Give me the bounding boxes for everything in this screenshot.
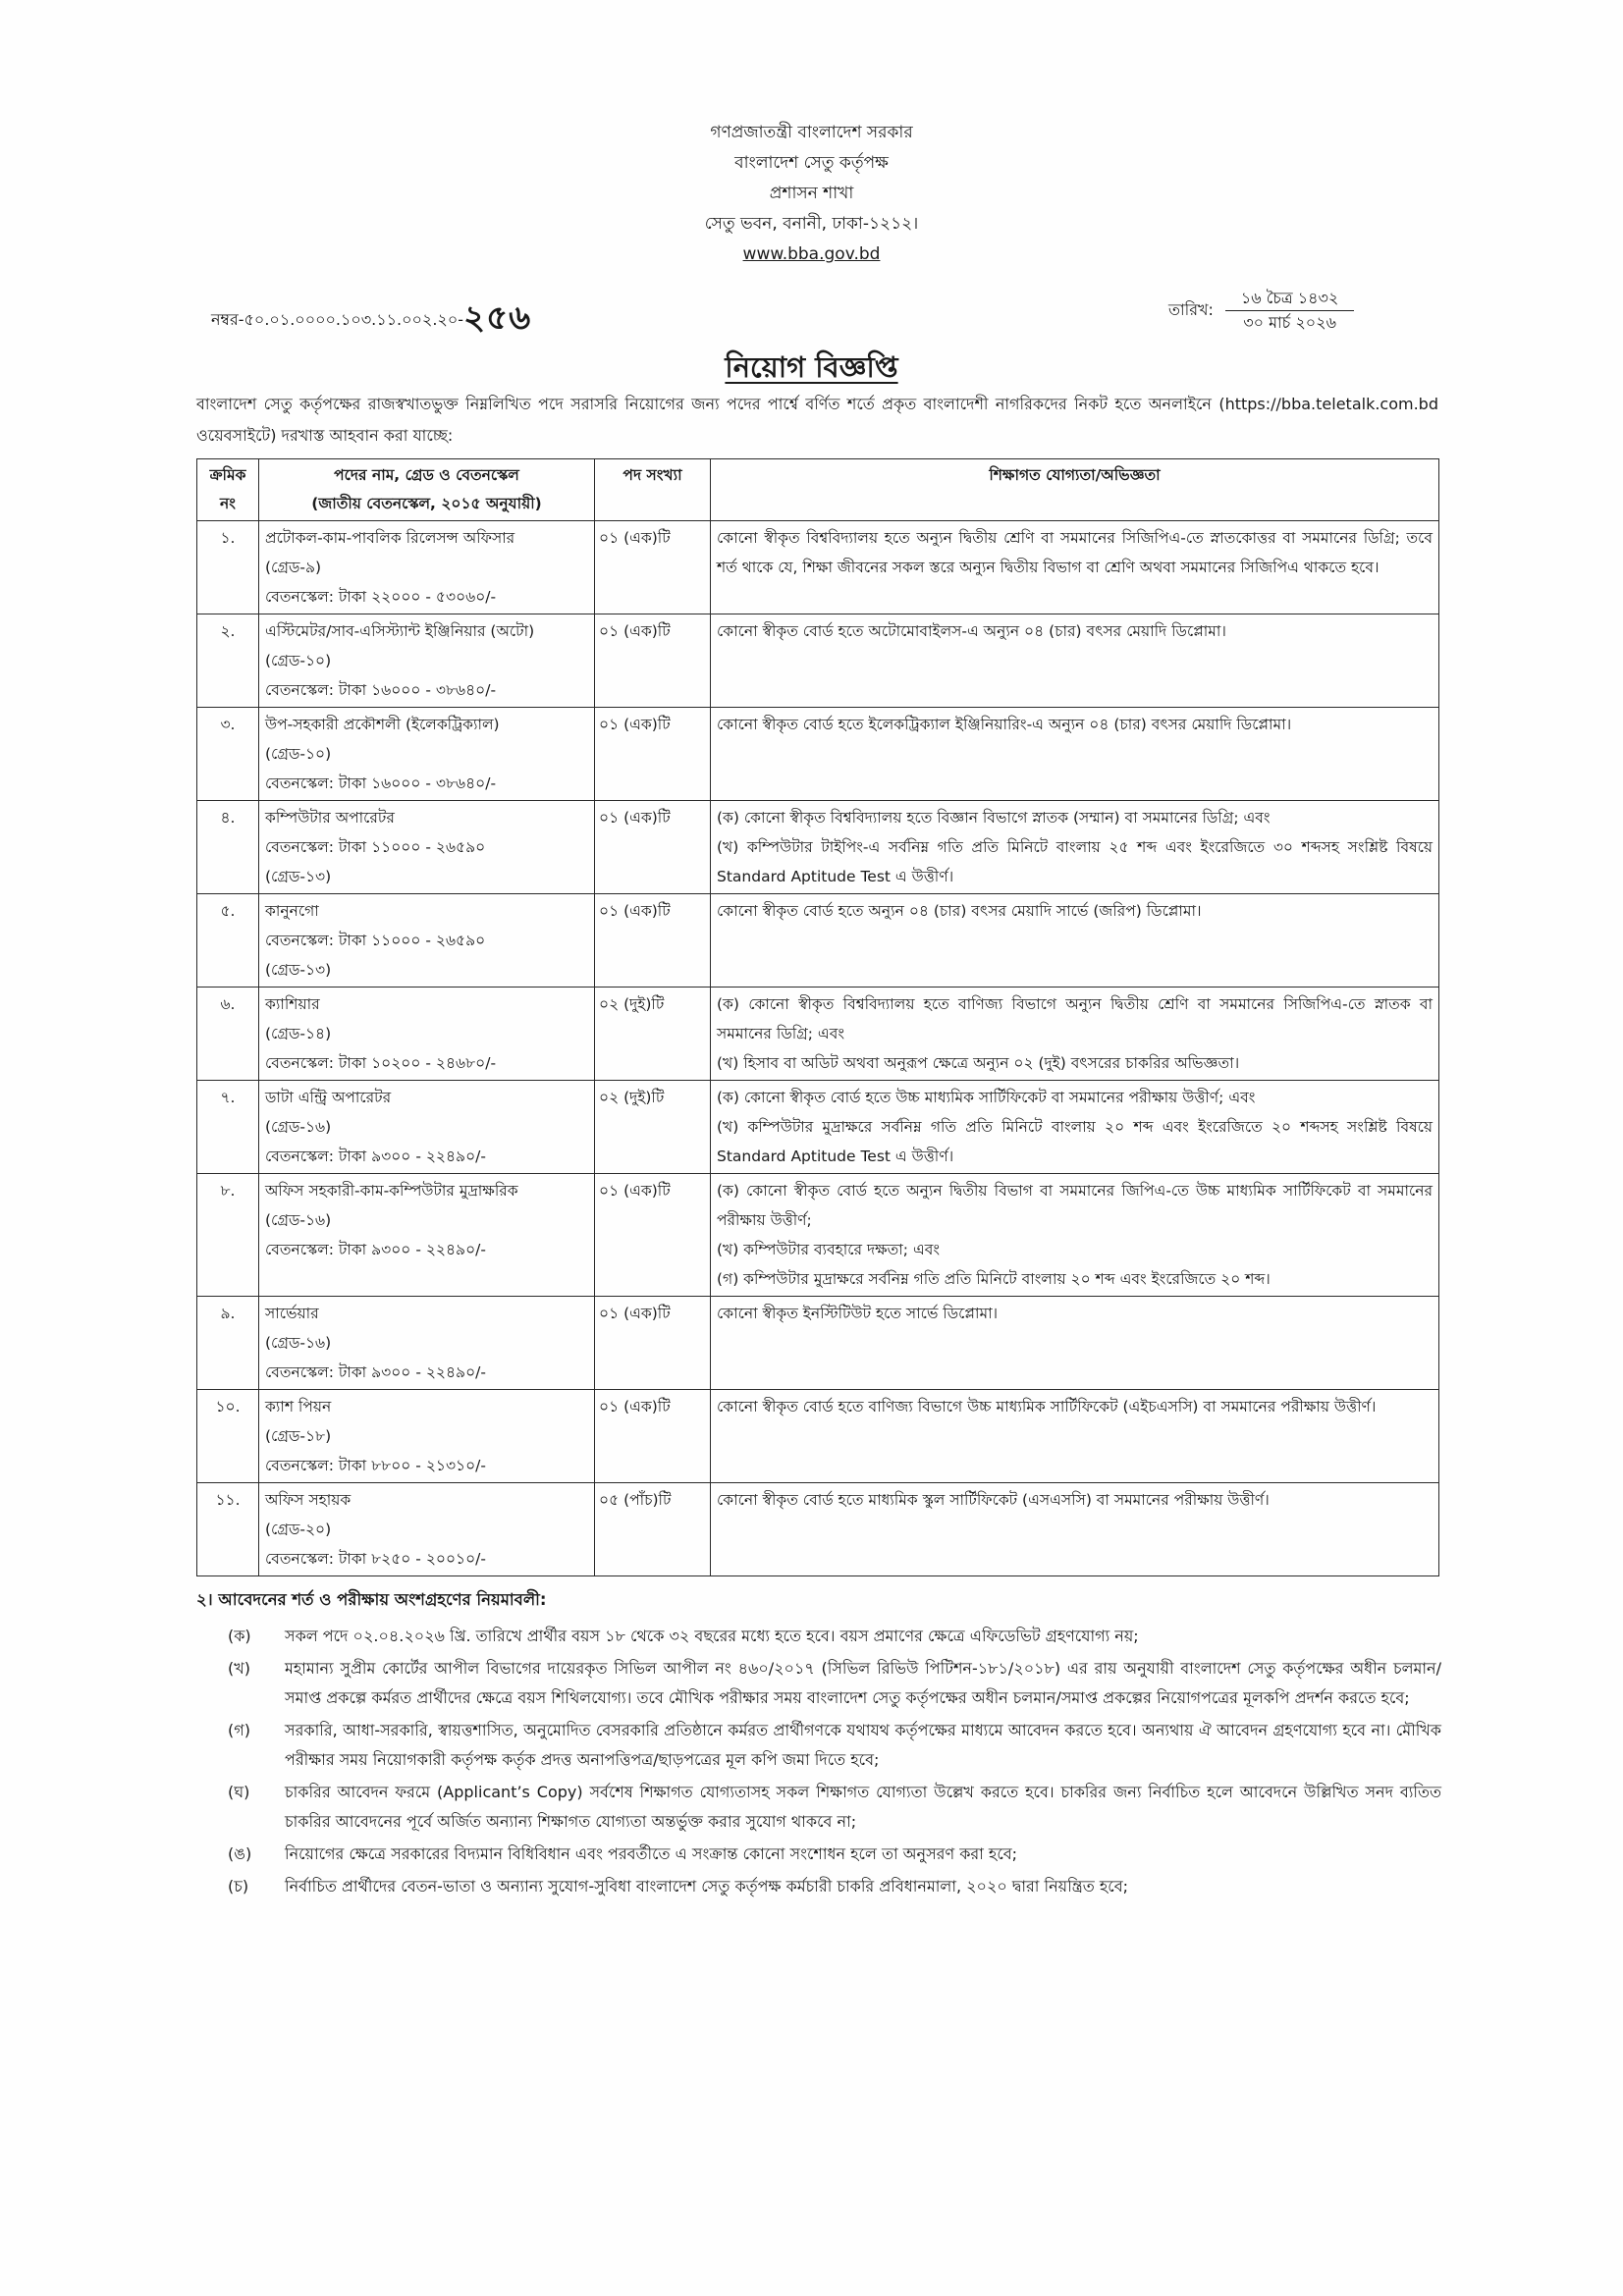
row-post-count: ০২ (দুই)টি: [595, 1081, 711, 1174]
qualification-item: (খ) কম্পিউটার টাইপিং-এ সর্বনিম্ন গতি প্রতি মিনিটে বাংলায় ২৫ শব্দ এবং ইংরেজিতে ৩০ শব্দসহ সংশ্লিষ্ট বিষয়ে Standard Aptitude Test এ উত্তীর্ণ।: [717, 838, 1433, 885]
rule-item: [224, 1622, 1441, 1651]
qualification-item: কোনো স্বীকৃত ইনস্টিটিউট হতে সার্ভে ডিপ্লোমা।: [717, 1305, 999, 1322]
row-serial: ১.: [197, 521, 259, 614]
post-detail: বেতনস্কেল: টাকা ৯৩০০ - ২২৪৯০/-: [265, 1148, 487, 1165]
post-name: ক্যাশিয়ার: [265, 995, 320, 1013]
row-post: [259, 521, 595, 614]
rules-heading: ২। আবেদনের শর্ত ও পরীক্ষায় অংশগ্রহণের নিয়মাবলী:: [196, 1590, 547, 1609]
row-qualification: [711, 801, 1439, 894]
post-detail: বেতনস্কেল: টাকা ১১০০০ - ২৬৫৯০: [265, 838, 486, 856]
post-name: কানুনগো: [265, 902, 319, 920]
page-title: নিয়োগ বিজ্ঞপ্তি: [725, 350, 898, 384]
row-serial: ৮.: [197, 1174, 259, 1297]
table-row: [197, 614, 1439, 708]
post-detail: (গ্রেড-১০): [265, 652, 332, 669]
post-detail: (গ্রেড-২০): [265, 1521, 332, 1538]
rules-list: [224, 1622, 1441, 1904]
post-detail: বেতনস্কেল: টাকা ৮৮০০ - ২১৩১০/-: [265, 1457, 486, 1474]
post-detail: বেতনস্কেল: টাকা ৯৩০০ - ২২৪৯০/-: [265, 1241, 487, 1258]
table-row: [197, 801, 1439, 894]
post-detail: (গ্রেড-১৩): [265, 868, 332, 885]
qualification-item: কোনো স্বীকৃত বোর্ড হতে অন্যুন ০৪ (চার) বৎসর মেয়াদি সার্ভে (জরিপ) ডিপ্লোমা।: [717, 902, 1202, 920]
row-qualification: [711, 1390, 1439, 1483]
post-detail: বেতনস্কেল: টাকা ৯৩০০ - ২২৪৯০/-: [265, 1363, 487, 1381]
post-name: ডাটা এন্ট্রি অপারেটর: [265, 1089, 392, 1106]
section-name: প্রশাসন শাখা: [769, 184, 854, 203]
memo-number-handwritten: ২৫৬: [463, 298, 532, 338]
rule-item: [224, 1654, 1441, 1713]
row-serial: ৭.: [197, 1081, 259, 1174]
post-detail: বেতনস্কেল: টাকা ৮২৫০ - ২০০১০/-: [265, 1550, 487, 1568]
row-post-count: ০১ (এক)টি: [595, 1390, 711, 1483]
qualification-item: কোনো স্বীকৃত বোর্ড হতে মাধ্যমিক স্কুল সার্টিফিকেট (এসএসসি) বা সমমানের পরীক্ষায় উত্তীর্ণ।: [717, 1491, 1270, 1509]
rule-text: সকল পদে ০২.০৪.২০২৬ খ্রি. তারিখে প্রার্থীর বয়স ১৮ থেকে ৩২ বছরের মধ্যে হতে হবে। বয়স প্রমাণের ক্ষেত্রে এফিডেভিট গ্রহণযোগ্য নয়;: [285, 1627, 1139, 1645]
date-label: তারিখ:: [1168, 300, 1214, 319]
row-serial: ৪.: [197, 801, 259, 894]
qualification-item: কোনো স্বীকৃত বোর্ড হতে ইলেকট্রিক্যাল ইঞ্জিনিয়ারিং-এ অন্যুন ০৪ (চার) বৎসর মেয়াদি ডিপ্লোমা।: [717, 716, 1292, 733]
row-post: [259, 801, 595, 894]
row-serial: ৯.: [197, 1297, 259, 1390]
table-row: [197, 1297, 1439, 1390]
rule-text: মহামান্য সুপ্রীম কোর্টের আপীল বিভাগের দায়েরকৃত সিভিল আপীল নং ৪৬০/২০১৭ (সিভিল রিভিউ পিটিশন-১৮১/২০১৮) এর রায় অনুযায়ী বাংলাদেশ সেতু কর্তৃপক্ষের অধীন চলমান/সমাপ্ত প্রকল্পে কর্মরত প্রার্থীদের ক্ষেত্রে বয়স শিথিলযোগ্য। তবে মৌখিক পরীক্ষার সময় বাংলাদেশ সেতু কর্তৃপক্ষের অধীন চলমান/সমাপ্ত প্রকল্পের নিয়োগপত্রের মূলকপি প্রদর্শন করতে হবে;: [285, 1659, 1441, 1707]
rule-item: [224, 1840, 1441, 1869]
memo-number: [211, 293, 531, 348]
post-detail: বেতনস্কেল: টাকা ১৬০০০ - ৩৮৬৪০/-: [265, 681, 497, 699]
row-post-count: ০১ (এক)টি: [595, 708, 711, 801]
qualification-item: (গ) কম্পিউটার মুদ্রাক্ষরে সর্বনিম্ন গতি প্রতি মিনিটে বাংলায় ২০ শব্দ এবং ইংরেজিতে ২০ শব্দ।: [717, 1270, 1271, 1288]
qualification-item: কোনো স্বীকৃত বোর্ড হতে অটোমোবাইলস-এ অন্যুন ০৪ (চার) বৎসর মেয়াদি ডিপ্লোমা।: [717, 622, 1226, 640]
row-qualification: [711, 1483, 1439, 1576]
qualification-item: (ক) কোনো স্বীকৃত বিশ্ববিদ্যালয় হতে বিজ্ঞান বিভাগে স্নাতক (সম্মান) বা সমমানের ডিগ্রি; এবং: [717, 809, 1271, 827]
header-count: পদ সংখ্যা: [595, 459, 711, 521]
row-serial: ৫.: [197, 894, 259, 988]
rule-marker: (চ): [228, 1877, 249, 1896]
header-post: পদের নাম, গ্রেড ও বেতনস্কেল (জাতীয় বেতনস্কেল, ২০১৫ অনুযায়ী): [259, 459, 595, 521]
row-qualification: [711, 1081, 1439, 1174]
table-header-row: [197, 459, 1439, 521]
govt-name: গণপ্রজাতন্ত্রী বাংলাদেশ সরকার: [710, 123, 913, 142]
post-name: অফিস সহকারী-কাম-কম্পিউটার মুদ্রাক্ষরিক: [265, 1182, 518, 1200]
rule-marker: (ঙ): [228, 1844, 252, 1863]
row-post: [259, 894, 595, 988]
post-name: উপ-সহকারী প্রকৌশলী (ইলেকট্রিক্যাল): [265, 716, 500, 733]
row-post-count: ০১ (এক)টি: [595, 1297, 711, 1390]
date-block: [1168, 287, 1354, 335]
qualification-item: (খ) কম্পিউটার মুদ্রাক্ষরে সর্বনিম্ন গতি প্রতি মিনিটে বাংলায় ২০ শব্দ এবং ইংরেজিতে ২০ শব্দসহ সংশ্লিষ্ট বিষয়ে Standard Aptitude Test এ উত্তীর্ণ।: [717, 1118, 1433, 1165]
vacancy-table: [196, 458, 1439, 1576]
row-post: [259, 614, 595, 708]
post-detail: (গ্রেড-১৩): [265, 961, 332, 979]
header-serial: ক্রমিক নং: [197, 459, 259, 521]
post-detail: (গ্রেড-১৬): [265, 1211, 332, 1229]
rule-item: [224, 1778, 1441, 1837]
authority-name: বাংলাদেশ সেতু কর্তৃপক্ষ: [734, 153, 889, 173]
row-post-count: ০৫ (পাঁচ)টি: [595, 1483, 711, 1576]
row-post: [259, 988, 595, 1081]
row-post: [259, 1483, 595, 1576]
row-post: [259, 1081, 595, 1174]
post-name: প্রটোকল-কাম-পাবলিক রিলেসন্স অফিসার: [265, 529, 515, 547]
date-english: ৩০ মার্চ ২০২৬: [1243, 313, 1336, 332]
row-serial: ১০.: [197, 1390, 259, 1483]
post-name: এস্টিমেটর/সাব-এসিস্ট্যান্ট ইঞ্জিনিয়ার (অটো): [265, 622, 535, 640]
rule-text: নিয়োগের ক্ষেত্রে সরকারের বিদ্যমান বিধিবিধান এবং পরবর্তীতে এ সংক্রান্ত কোনো সংশোধন হলে তা অনুসরণ করা হবে;: [285, 1844, 1018, 1863]
row-qualification: [711, 988, 1439, 1081]
table-row: [197, 708, 1439, 801]
post-detail: বেতনস্কেল: টাকা ১১০০০ - ২৬৫৯০: [265, 932, 486, 949]
table-row: [197, 521, 1439, 614]
table-row: [197, 988, 1439, 1081]
qualification-item: (ক) কোনো স্বীকৃত বোর্ড হতে অন্যুন দ্বিতীয় বিভাগ বা সমমানের জিপিএ-তে উচ্চ মাধ্যমিক সার্টিফিকেট বা সমমানের পরীক্ষায় উত্তীর্ণ;: [717, 1182, 1433, 1229]
intro-paragraph: বাংলাদেশ সেতু কর্তৃপক্ষের রাজস্বখাতভুক্ত নিম্নলিখিত পদে সরাসরি নিয়োগের জন্য পদের পার্শ্বে বর্ণিত শর্তে প্রকৃত বাংলাদেশী নাগরিকদের নিকট হতে অনলাইনে (https://bba.teletalk.com.bd ওয়েবসাইটে) দরখাস্ত আহবান করা যাচ্ছে:: [196, 395, 1438, 445]
qualification-item: (ক) কোনো স্বীকৃত বিশ্ববিদ্যালয় হতে বাণিজ্য বিভাগে অন্যুন দ্বিতীয় শ্রেণি বা সমমানের সিজিপিএ-তে স্নাতক বা সমমানের ডিগ্রি; এবং: [717, 995, 1433, 1042]
row-serial: ২.: [197, 614, 259, 708]
post-name: সার্ভেয়ার: [265, 1305, 319, 1322]
row-post: [259, 1297, 595, 1390]
rule-item: [224, 1716, 1441, 1775]
table-row: [197, 1081, 1439, 1174]
row-qualification: [711, 708, 1439, 801]
post-detail: বেতনস্কেল: টাকা ২২০০০ - ৫৩০৬০/-: [265, 588, 497, 606]
rule-text: সরকারি, আধা-সরকারি, স্বায়ত্তশাসিত, অনুমোদিত বেসরকারি প্রতিষ্ঠানে কর্মরত প্রার্থীগণকে যথাযথ কর্তৃপক্ষের মাধ্যমে আবেদন করতে হবে। অন্যথায় ঐ আবেদন গ্রহণযোগ্য হবে না। মৌখিক পরীক্ষার সময় নিয়োগকারী কর্তৃপক্ষ কর্তৃক প্রদত্ত অনাপত্তিপত্র/ছাড়পত্রের মূল কপি জমা দিতে হবে;: [285, 1721, 1441, 1769]
post-detail: (গ্রেড-১৪): [265, 1025, 332, 1042]
vacancy-table-body: [197, 521, 1439, 1576]
website-link[interactable]: www.bba.gov.bd: [742, 244, 881, 264]
row-serial: ৬.: [197, 988, 259, 1081]
row-qualification: [711, 894, 1439, 988]
post-detail: (গ্রেড-১৬): [265, 1118, 332, 1136]
rule-item: [224, 1872, 1441, 1901]
row-post-count: ০২ (দুই)টি: [595, 988, 711, 1081]
memo-number-text: নম্বর-৫০.০১.০০০০.১০৩.১১.০০২.২০-: [211, 310, 463, 329]
post-name: কম্পিউটার অপারেটর: [265, 809, 395, 827]
table-row: [197, 1174, 1439, 1297]
row-qualification: [711, 614, 1439, 708]
rule-text: চাকরির আবেদন ফরমে (Applicant’s Copy) সর্বশেষ শিক্ষাগত যোগ্যতাসহ সকল শিক্ষাগত যোগ্যতা উল্লেখ করতে হবে। চাকরির জন্য নির্বাচিত হলে আবেদনে উল্লিখিত সনদ ব্যতিত চাকরির আবেদনের পূর্বে অর্জিত অন্যান্য শিক্ষাগত যোগ্যতা অন্তর্ভুক্ত করার সুযোগ থাকবে না;: [285, 1783, 1441, 1831]
post-detail: (গ্রেড-১০): [265, 745, 332, 763]
office-header: [0, 118, 1623, 270]
post-detail: (গ্রেড-১৮): [265, 1427, 332, 1445]
post-detail: (গ্রেড-৯): [265, 559, 322, 576]
row-post-count: ০১ (এক)টি: [595, 894, 711, 988]
office-address: সেতু ভবন, বনানী, ঢাকা-১২১২।: [704, 214, 919, 234]
post-name: অফিস সহায়ক: [265, 1491, 352, 1509]
row-qualification: [711, 521, 1439, 614]
row-post: [259, 1174, 595, 1297]
row-serial: ৩.: [197, 708, 259, 801]
post-detail: বেতনস্কেল: টাকা ১৬০০০ - ৩৮৬৪০/-: [265, 774, 497, 792]
post-detail: (গ্রেড-১৬): [265, 1334, 332, 1352]
row-qualification: [711, 1174, 1439, 1297]
qualification-item: কোনো স্বীকৃত বিশ্ববিদ্যালয় হতে অন্যুন দ্বিতীয় শ্রেণি বা সমমানের সিজিপিএ-তে স্নাতকোত্তর বা সমমানের ডিগ্রি; তবে শর্ত থাকে যে, শিক্ষা জীবনের সকল স্তরে অন্যুন দ্বিতীয় বিভাগ বা শ্রেণি অথবা সমমানের সিজিপিএ থাকতে হবে।: [717, 529, 1433, 576]
table-row: [197, 1390, 1439, 1483]
qualification-item: (খ) কম্পিউটার ব্যবহারে দক্ষতা; এবং: [717, 1241, 941, 1258]
post-detail: বেতনস্কেল: টাকা ১০২০০ - ২৪৬৮০/-: [265, 1054, 497, 1072]
rule-text: নির্বাচিত প্রার্থীদের বেতন-ভাতা ও অন্যান্য সুযোগ-সুবিধা বাংলাদেশ সেতু কর্তৃপক্ষ কর্মচারী চাকরি প্রবিধানমালা, ২০২০ দ্বারা নিয়ন্ত্রিত হবে;: [285, 1877, 1128, 1896]
row-post: [259, 1390, 595, 1483]
post-name: ক্যাশ পিয়ন: [265, 1398, 332, 1415]
row-qualification: [711, 1297, 1439, 1390]
qualification-item: কোনো স্বীকৃত বোর্ড হতে বাণিজ্য বিভাগে উচ্চ মাধ্যমিক সার্টিফিকেট (এইচএসসি) বা সমমানের পরীক্ষায় উত্তীর্ণ।: [717, 1398, 1377, 1415]
row-post: [259, 708, 595, 801]
rule-marker: (গ): [228, 1721, 250, 1739]
rule-marker: (ঘ): [228, 1783, 250, 1801]
table-row: [197, 1483, 1439, 1576]
qualification-item: (ক) কোনো স্বীকৃত বোর্ড হতে উচ্চ মাধ্যমিক সার্টিফিকেট বা সমমানের পরীক্ষায় উত্তীর্ণ; এবং: [717, 1089, 1256, 1106]
qualification-item: (খ) হিসাব বা অডিট অথবা অনুরূপ ক্ষেত্রে অন্যুন ০২ (দুই) বৎসরের চাকরির অভিজ্ঞতা।: [717, 1054, 1240, 1072]
row-serial: ১১.: [197, 1483, 259, 1576]
row-post-count: ০১ (এক)টি: [595, 1174, 711, 1297]
table-row: [197, 894, 1439, 988]
rule-marker: (ক): [228, 1627, 251, 1645]
date-bangla: ১৬ চৈত্র ১৪৩২: [1225, 287, 1354, 311]
header-qualification: শিক্ষাগত যোগ্যতা/অভিজ্ঞতা: [711, 459, 1439, 521]
row-post-count: ০১ (এক)টি: [595, 801, 711, 894]
row-post-count: ০১ (এক)টি: [595, 614, 711, 708]
row-post-count: ০১ (এক)টি: [595, 521, 711, 614]
rule-marker: (খ): [228, 1659, 250, 1678]
